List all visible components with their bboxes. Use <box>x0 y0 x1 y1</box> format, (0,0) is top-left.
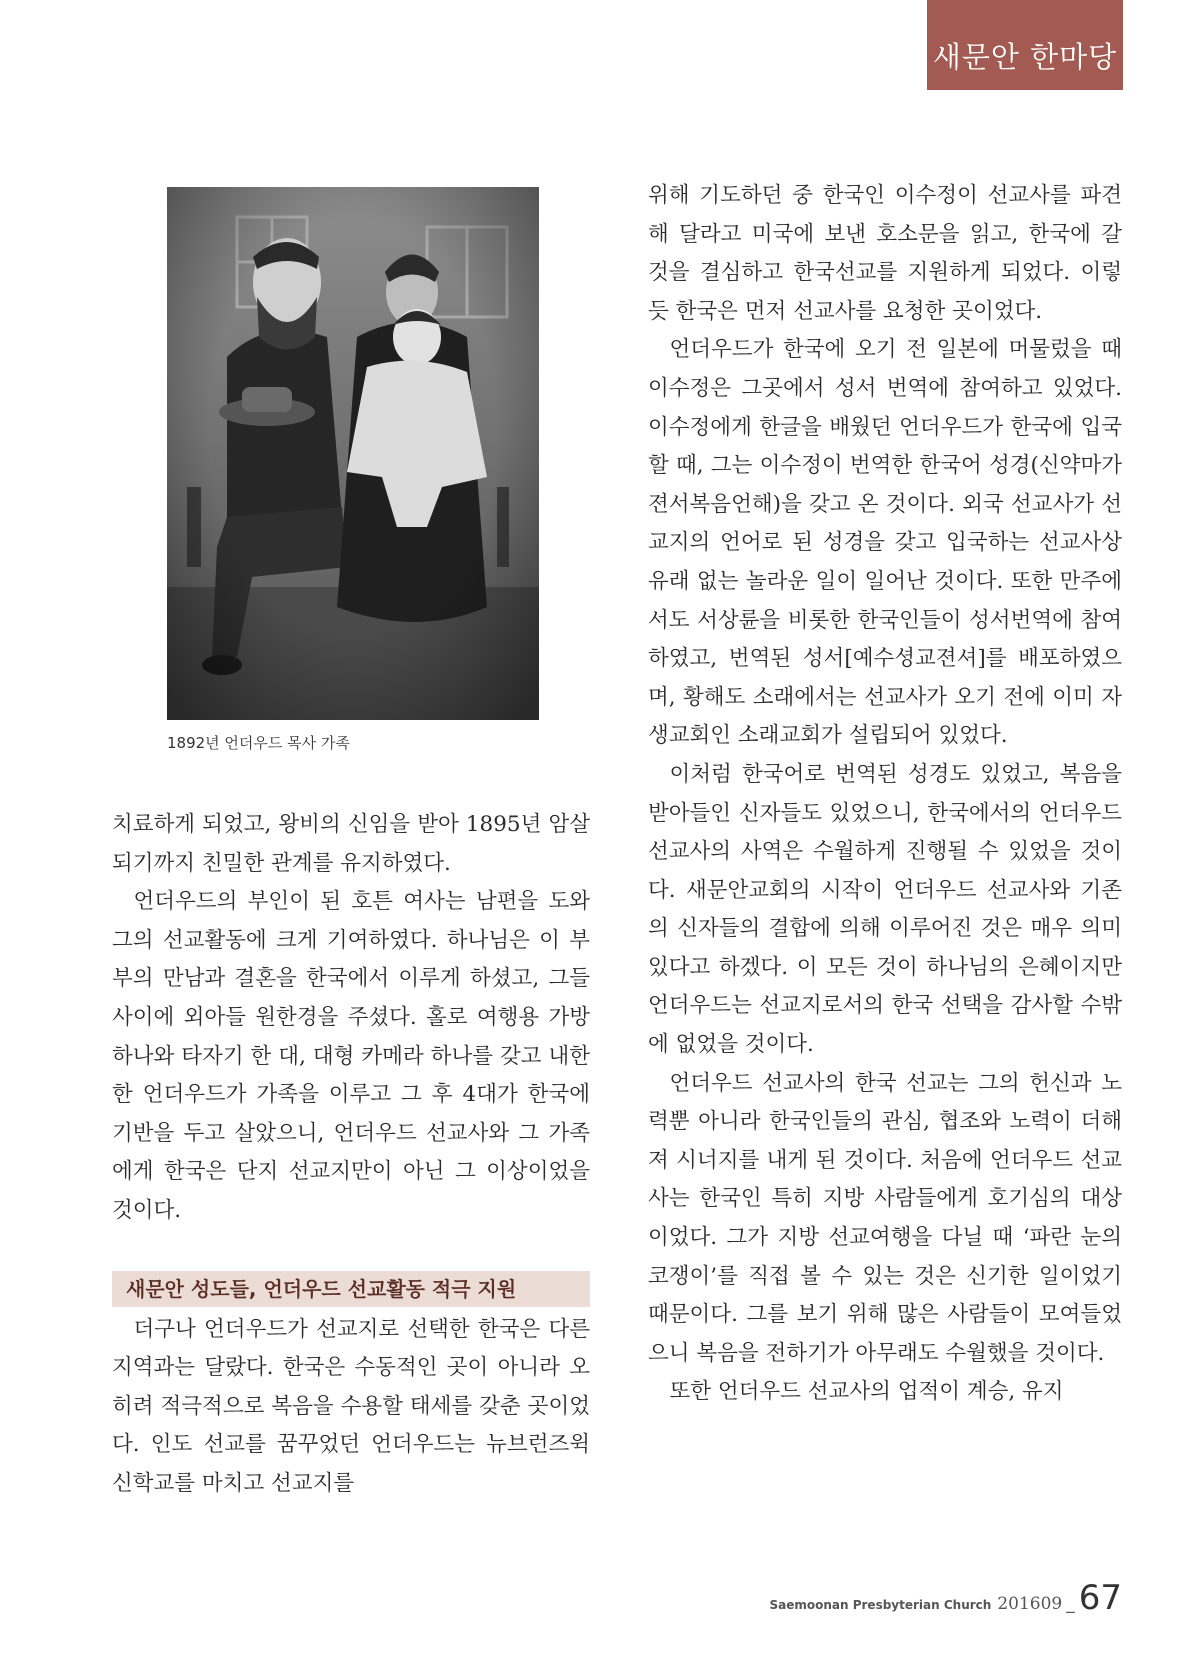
right-column <box>648 177 1122 1412</box>
family-photo <box>167 187 539 720</box>
issue-number: 201609 <box>997 1594 1063 1614</box>
paragraph: 더구나 언더우드가 선교지로 선택한 한국은 다른 지역과는 달랐다. 한국은 수동적인 곳이 아니라 오히려 적극적으로 복음을 수용할 태세를 갖춘 곳이었다. 인도 선교를 꿈꾸었던 언더우드는 뉴브런즈윅 신학교를 마치고 선교지를 <box>112 1316 590 1496</box>
section-subheading: 새문안 성도들, 언더우드 선교활동 적극 지원 <box>112 1271 590 1307</box>
paragraph: 치료하게 되었고, 왕비의 신임을 받아 1895년 암살되기까지 친밀한 관계를 유지하였다. <box>112 812 590 876</box>
paragraph: 위해 기도하던 중 한국인 이수정이 선교사를 파견해 달라고 미국에 보낸 호소문을 읽고, 한국에 갈 것을 결심하고 한국선교를 지원하게 되었다. 이렇듯 한국은 먼저 선교사를 요청한 곳이었다. <box>648 183 1122 324</box>
paragraph: 또한 언더우드 선교사의 업적이 계승, 유지 <box>669 1379 1064 1405</box>
paragraph: 이처럼 한국어로 번역된 성경도 있었고, 복음을 받아들인 신자들도 있었으니, 한국에서의 언더우드 선교사의 사역은 수월하게 진행될 수 있었을 것이다. 새문안교회의 시작이 언더우드 선교사와 기존의 신자들의 결합에 의해 이루어진 것은 매우 의미있다고 하겠다. 이 모든 것이 하나님의 은혜이지만 언더우드는 선교지로서의 한국 선택을 감사할 수밖에 없었을 것이다. <box>648 761 1122 1058</box>
paragraph: 언더우드가 한국에 오기 전 일본에 머물렀을 때 이수정은 그곳에서 성서 번역에 참여하고 있었다. 이수정에게 한글을 배웠던 언더우드가 한국에 입국할 때, 그는 이수정이 번역한 한국어 성경(신약마가젼서복음언해)을 갖고 온 것이다. 외국 선교사가 선교지의 언어로 된 성경을 갖고 입국하는 선교사상 유래 없는 놀라운 일이 일어난 것이다. 또한 만주에서도 서상륜을 비롯한 한국인들이 성서번역에 참여하였고, 번역된 성서[예수셩교젼셔]를 배포하였으며, 황해도 소래에서는 선교사가 오기 전에 이미 자생교회인 소래교회가 설립되어 있었다. <box>648 337 1122 749</box>
left-column <box>112 806 590 1504</box>
church-name: Saemoonan Presbyterian Church <box>769 1598 992 1612</box>
photo-caption: 1892년 언더우드 목사 가족 <box>167 734 350 752</box>
section-tab: 새문안 한마당 <box>927 0 1123 90</box>
paragraph: 언더우드의 부인이 된 호튼 여사는 남편을 도와 그의 선교활동에 크게 기여하였다. 하나님은 이 부부의 만남과 결혼을 한국에서 이루게 하셨고, 그들 사이에 외아들 원한경을 주셨다. 홀로 여행용 가방 하나와 타자기 한 대, 대형 카메라 하나를 갖고 내한한 언더우드가 가족을 이루고 그 후 4대가 한국에 기반을 두고 살았으니, 언더우드 선교사와 그 가족에게 한국은 단지 선교지만이 아닌 그 이상이었을 것이다. <box>112 889 590 1223</box>
footer-separator: _ <box>1066 1594 1075 1614</box>
paragraph: 언더우드 선교사의 한국 선교는 그의 헌신과 노력뿐 아니라 한국인들의 관심, 협조와 노력이 더해져 시너지를 내게 된 것이다. 처음에 언더우드 선교사는 한국인 특히 지방 사람들에게 호기심의 대상이었다. 그가 지방 선교여행을 다닐 때 ‘파란 눈의 코쟁이’를 직접 볼 수 있는 것은 신기한 일이었기 때문이다. 그를 보기 위해 많은 사람들이 모여들었으니 복음을 전하기가 아무래도 수월했을 것이다. <box>648 1070 1122 1366</box>
page-number: 67 <box>1078 1578 1122 1618</box>
family-photo-image <box>167 187 539 720</box>
page-footer <box>769 1578 1122 1618</box>
